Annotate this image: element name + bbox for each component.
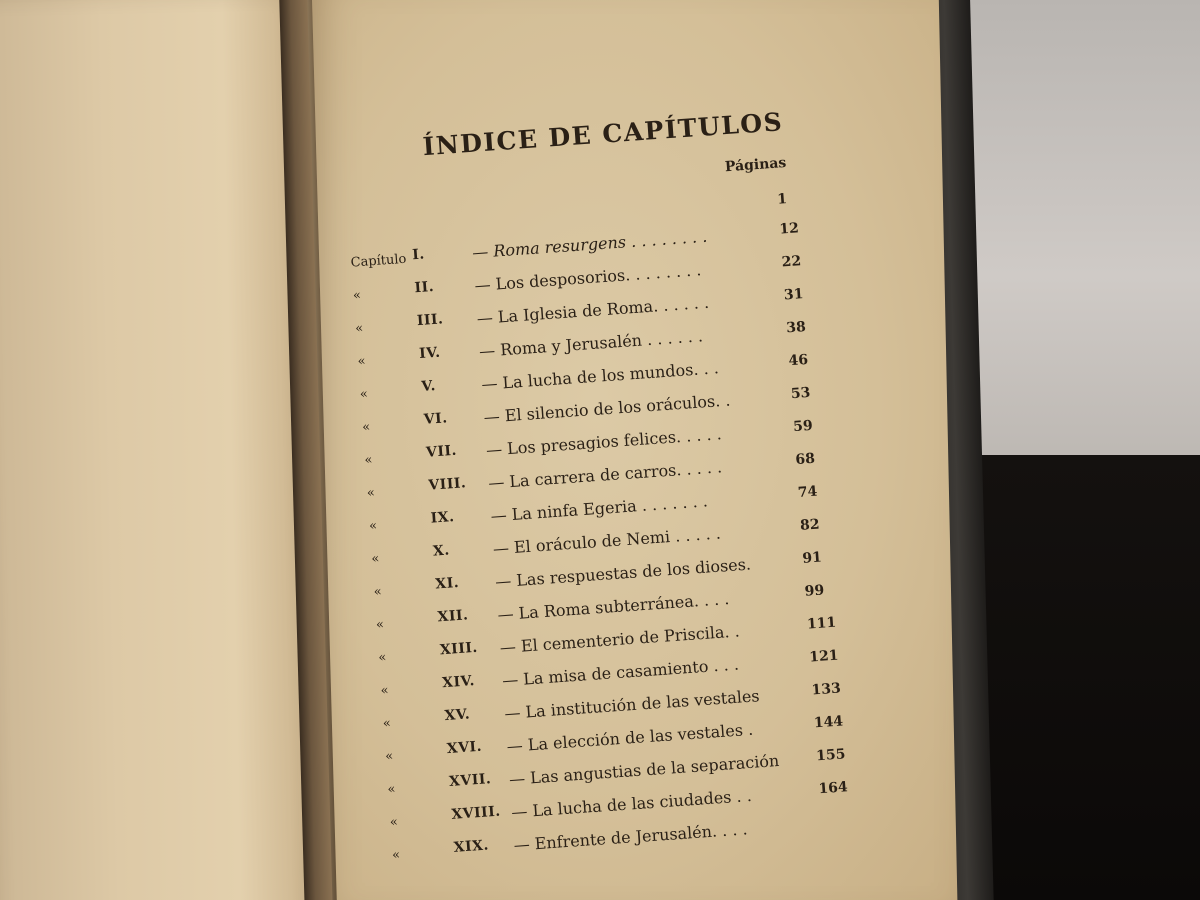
chapter-title: — La ninfa Egeria . . . . . . . bbox=[490, 491, 709, 526]
chapter-number: XV. bbox=[443, 706, 471, 725]
page-number: 155 bbox=[815, 746, 846, 765]
chapter-title: — Los presagios felices. . . . . bbox=[485, 424, 723, 460]
entry-prefix: « bbox=[359, 386, 369, 403]
toc-title: ÍNDICE DE CAPÍTULOS bbox=[421, 107, 785, 162]
entry-prefix: « bbox=[363, 452, 373, 469]
chapter-title: — Las respuestas de los dioses. bbox=[494, 554, 752, 592]
chapter-number: X. bbox=[432, 542, 451, 560]
page-number: 74 bbox=[797, 483, 818, 501]
chapter-number: XVII. bbox=[448, 771, 492, 791]
chapter-title: — Enfrente de Jerusalén. . . . bbox=[513, 819, 749, 855]
entry-prefix: « bbox=[366, 485, 376, 502]
chapter-number: IV. bbox=[418, 344, 442, 363]
page-number: 121 bbox=[808, 647, 840, 666]
entry-prefix: « bbox=[373, 584, 383, 600]
chapter-title: — El oráculo de Nemi . . . . . bbox=[492, 523, 722, 559]
chapter-title: — La Roma subterránea. . . . bbox=[496, 589, 730, 625]
page-number: 91 bbox=[801, 549, 823, 567]
chapter-title: — La lucha de las ciudades . . bbox=[510, 785, 753, 822]
chapter-title: — La institución de las vestales bbox=[503, 686, 761, 723]
chapter-number: IX. bbox=[430, 509, 456, 527]
entry-prefix: « bbox=[361, 419, 371, 436]
chapter-number: V. bbox=[420, 378, 437, 395]
entry-prefix: « bbox=[382, 715, 392, 732]
chapter-title: — La Iglesia de Roma. . . . . . bbox=[476, 292, 710, 328]
chapter-number: XVI. bbox=[446, 738, 483, 758]
page-number: 82 bbox=[799, 516, 821, 534]
chapter-number: VII. bbox=[425, 442, 458, 461]
entry-prefix: « bbox=[377, 650, 387, 666]
chapter-number: VI. bbox=[423, 410, 449, 428]
page-number: 99 bbox=[804, 582, 825, 600]
chapter-number: I. bbox=[411, 246, 426, 264]
page-number: 53 bbox=[790, 384, 811, 403]
entry-prefix: Capítulo bbox=[350, 251, 407, 271]
entry-prefix: « bbox=[352, 288, 362, 304]
chapter-title: — La misa de casamiento . . . bbox=[501, 654, 740, 691]
chapter-number: XIV. bbox=[441, 673, 476, 692]
page-number: 22 bbox=[781, 253, 802, 271]
chapter-number: XIX. bbox=[453, 837, 490, 856]
page-number: 133 bbox=[811, 680, 842, 699]
chapter-number: XI. bbox=[434, 574, 460, 593]
chapter-number: III. bbox=[416, 311, 444, 330]
entry-prefix: « bbox=[384, 748, 394, 765]
page-number: 164 bbox=[817, 779, 849, 798]
entry-prefix: « bbox=[354, 320, 364, 337]
chapter-title: — Las angustias de la separación bbox=[508, 750, 780, 789]
chapter-number: XIII. bbox=[439, 639, 479, 659]
chapter-number: XVIII. bbox=[450, 803, 502, 823]
page-number: 12 bbox=[778, 220, 800, 238]
entry-prefix: « bbox=[375, 617, 385, 633]
pages-column-label: Páginas bbox=[724, 155, 787, 176]
entry-prefix: « bbox=[387, 781, 397, 798]
chapter-title: — Los desposorios. . . . . . . . bbox=[473, 260, 702, 296]
chapter-title: — La elección de las vestales . bbox=[506, 719, 754, 756]
chapter-number: XII. bbox=[437, 607, 469, 626]
chapter-title: — El silencio de los oráculos. . bbox=[483, 390, 731, 427]
page-number: 144 bbox=[813, 713, 844, 732]
entry-prefix: « bbox=[370, 551, 380, 567]
page-number: 68 bbox=[794, 450, 816, 469]
entry-prefix: « bbox=[389, 814, 399, 831]
entry-prefix: « bbox=[380, 683, 390, 699]
first-page-number: 1 bbox=[776, 191, 788, 208]
entry-prefix: « bbox=[391, 847, 401, 864]
chapter-title: — La lucha de los mundos. . . bbox=[480, 358, 720, 394]
chapter-title: — Roma y Jerusalén . . . . . . bbox=[478, 326, 704, 361]
page-number: 111 bbox=[806, 614, 837, 633]
entry-prefix: « bbox=[357, 353, 367, 370]
page-number: 46 bbox=[788, 351, 809, 370]
entry-prefix: « bbox=[368, 518, 378, 534]
chapter-number: II. bbox=[414, 278, 435, 297]
chapter-number: VIII. bbox=[427, 475, 467, 494]
chapter-title: — El cementerio de Priscila. . bbox=[499, 621, 741, 658]
page-number: 59 bbox=[792, 417, 814, 436]
table-of-contents bbox=[340, 74, 912, 868]
page-number: 38 bbox=[785, 319, 807, 337]
chapter-title: — La carrera de carros. . . . . bbox=[487, 457, 723, 493]
chapter-title: — Roma resurgens . . . . . . . . bbox=[471, 226, 708, 263]
page-number: 31 bbox=[783, 286, 805, 304]
